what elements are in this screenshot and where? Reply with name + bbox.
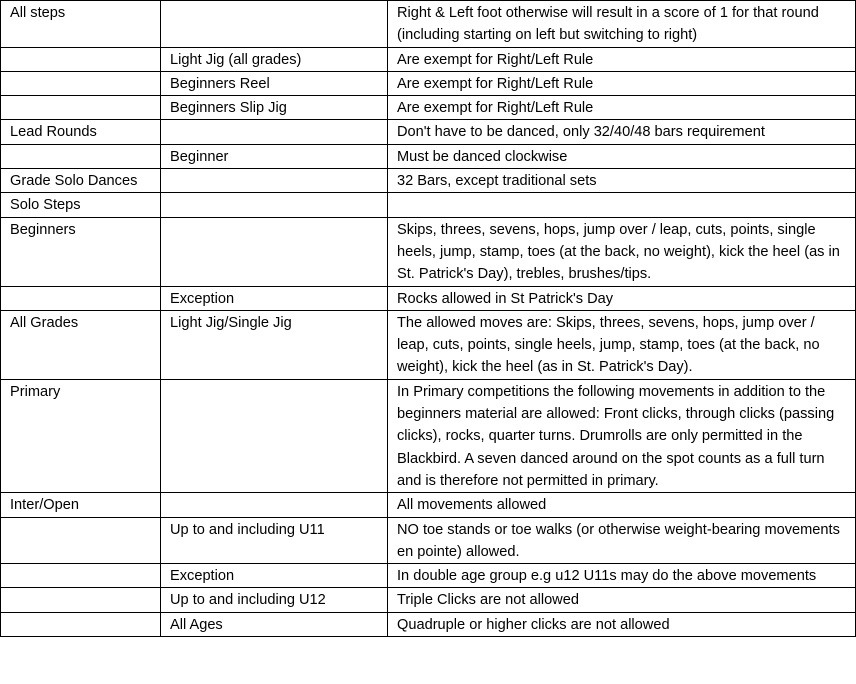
subcategory-cell <box>161 1 388 48</box>
table-row <box>1 193 856 217</box>
rule-cell: Triple Clicks are not allowed <box>388 588 856 612</box>
rule-cell: Don't have to be danced, only 32/40/48 bars requirement <box>388 120 856 144</box>
category-cell <box>1 588 161 612</box>
rule-cell: Rocks allowed in St Patrick's Day <box>388 286 856 310</box>
category-cell <box>1 612 161 636</box>
rule-cell: Quadruple or higher clicks are not allowed <box>388 612 856 636</box>
rule-cell: Are exempt for Right/Left Rule <box>388 71 856 95</box>
table-row <box>1 612 856 636</box>
table-row <box>1 1 856 48</box>
table-row <box>1 96 856 120</box>
category-cell: All Grades <box>1 310 161 379</box>
table-row <box>1 71 856 95</box>
subcategory-cell <box>161 217 388 286</box>
subcategory-cell: Beginner <box>161 144 388 168</box>
subcategory-cell <box>161 493 388 517</box>
rule-cell: In double age group e.g u12 U11s may do the above movements <box>388 564 856 588</box>
category-cell <box>1 71 161 95</box>
category-cell <box>1 144 161 168</box>
category-cell: Grade Solo Dances <box>1 169 161 193</box>
category-cell: Solo Steps <box>1 193 161 217</box>
rule-cell <box>388 193 856 217</box>
subcategory-cell: All Ages <box>161 612 388 636</box>
subcategory-cell: Light Jig/Single Jig <box>161 310 388 379</box>
category-cell <box>1 517 161 564</box>
table-row <box>1 286 856 310</box>
subcategory-cell <box>161 169 388 193</box>
rule-cell: The allowed moves are: Skips, threes, sevens, hops, jump over / leap, cuts, points, single heels, jump, stamp, toes (at the back, no weight), kick the heel (as in St. Patrick's Day). <box>388 310 856 379</box>
table-row <box>1 310 856 379</box>
rule-cell: All movements allowed <box>388 493 856 517</box>
subcategory-cell: Beginners Slip Jig <box>161 96 388 120</box>
category-cell: Primary <box>1 379 161 492</box>
table-row <box>1 564 856 588</box>
subcategory-cell: Up to and including U11 <box>161 517 388 564</box>
category-cell: All steps <box>1 1 161 48</box>
rule-cell: Skips, threes, sevens, hops, jump over / leap, cuts, points, single heels, jump, stamp, toes (at the back, no weight), kick the heel (as in St. Patrick's Day), trebles, brushes/tips. <box>388 217 856 286</box>
table-row <box>1 517 856 564</box>
category-cell <box>1 564 161 588</box>
subcategory-cell <box>161 379 388 492</box>
rule-cell: 32 Bars, except traditional sets <box>388 169 856 193</box>
category-cell: Beginners <box>1 217 161 286</box>
rule-cell: Are exempt for Right/Left Rule <box>388 96 856 120</box>
subcategory-cell: Light Jig (all grades) <box>161 47 388 71</box>
table-row <box>1 120 856 144</box>
subcategory-cell: Exception <box>161 286 388 310</box>
table-row <box>1 217 856 286</box>
table-row <box>1 379 856 492</box>
table-row <box>1 47 856 71</box>
table-row <box>1 144 856 168</box>
subcategory-cell <box>161 193 388 217</box>
rule-cell: In Primary competitions the following movements in addition to the beginners material are allowed: Front clicks, through clicks (passing clicks), rocks, quarter turns. Drumrolls are only permitted in the Blackbird. A seven danced around on the spot counts as a full turn and is therefore not permitted in primary. <box>388 379 856 492</box>
rule-cell: NO toe stands or toe walks (or otherwise weight-bearing movements en pointe) allowed. <box>388 517 856 564</box>
category-cell <box>1 47 161 71</box>
rule-cell: Are exempt for Right/Left Rule <box>388 47 856 71</box>
subcategory-cell <box>161 120 388 144</box>
subcategory-cell: Exception <box>161 564 388 588</box>
table-row <box>1 588 856 612</box>
subcategory-cell: Beginners Reel <box>161 71 388 95</box>
category-cell: Lead Rounds <box>1 120 161 144</box>
rule-cell: Right & Left foot otherwise will result in a score of 1 for that round (including starting on left but switching to right) <box>388 1 856 48</box>
table-row <box>1 169 856 193</box>
category-cell: Inter/Open <box>1 493 161 517</box>
category-cell <box>1 96 161 120</box>
rule-cell: Must be danced clockwise <box>388 144 856 168</box>
subcategory-cell: Up to and including U12 <box>161 588 388 612</box>
table-row <box>1 493 856 517</box>
category-cell <box>1 286 161 310</box>
